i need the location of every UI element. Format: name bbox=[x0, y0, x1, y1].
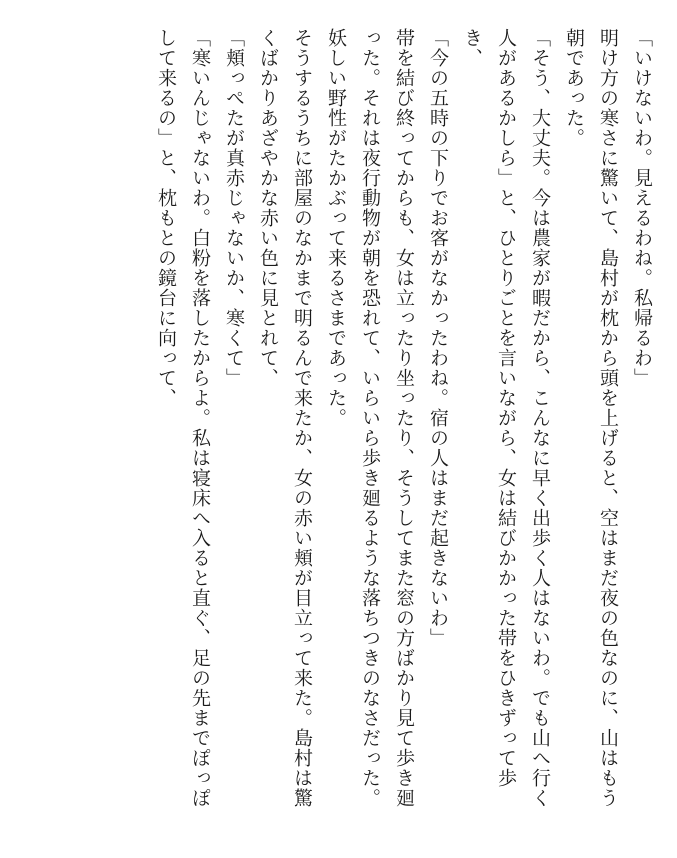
paragraph: 明け方の寒さに驚いて、島村が枕から頭を上げると、空はまだ夜の色なのに、山はもう朝であった。 bbox=[563, 28, 619, 808]
paragraph: 「いけないわ。見えるわね。私帰るわ」 bbox=[631, 28, 653, 388]
paragraph: 帯を結び終ってからも、女は立ったり坐ったり、そうしてまた窓の方ばかり見て歩き廻った。それは夜行動物が朝を恐れて、いらいら歩き廻るような落ちつきのなさだった。妖しい野性がたかぶって来るさまであった。 bbox=[325, 28, 415, 808]
paragraph: 「今の五時の下りでお客がなかったわね。宿の人はまだ起きないわ」 bbox=[427, 28, 449, 648]
paragraph: そうするうちに部屋のなかまで明るんで来たか、女の赤い頬が目立って来た。島村は驚くばかりあざやかな赤い色に見とれて、 bbox=[257, 28, 313, 808]
paragraph: 「頬っぺたが真赤じゃないか、寒くて」 bbox=[223, 28, 245, 388]
paragraph: 「そう、大丈夫。今は農家が暇だから、こんなに早く出歩く人はないわ。でも山へ行く人があるかしら」と、ひとりごとを言いながら、女は結びかかった帯をひきずって歩き、 bbox=[461, 28, 551, 808]
paragraph: 「寒いんじゃないわ。白粉を落したからよ。私は寝床へ入ると直ぐ、足の先までぽっぽして来るの」と、枕もとの鏡台に向って、 bbox=[155, 28, 211, 808]
vertical-text-body bbox=[0, 28, 659, 818]
